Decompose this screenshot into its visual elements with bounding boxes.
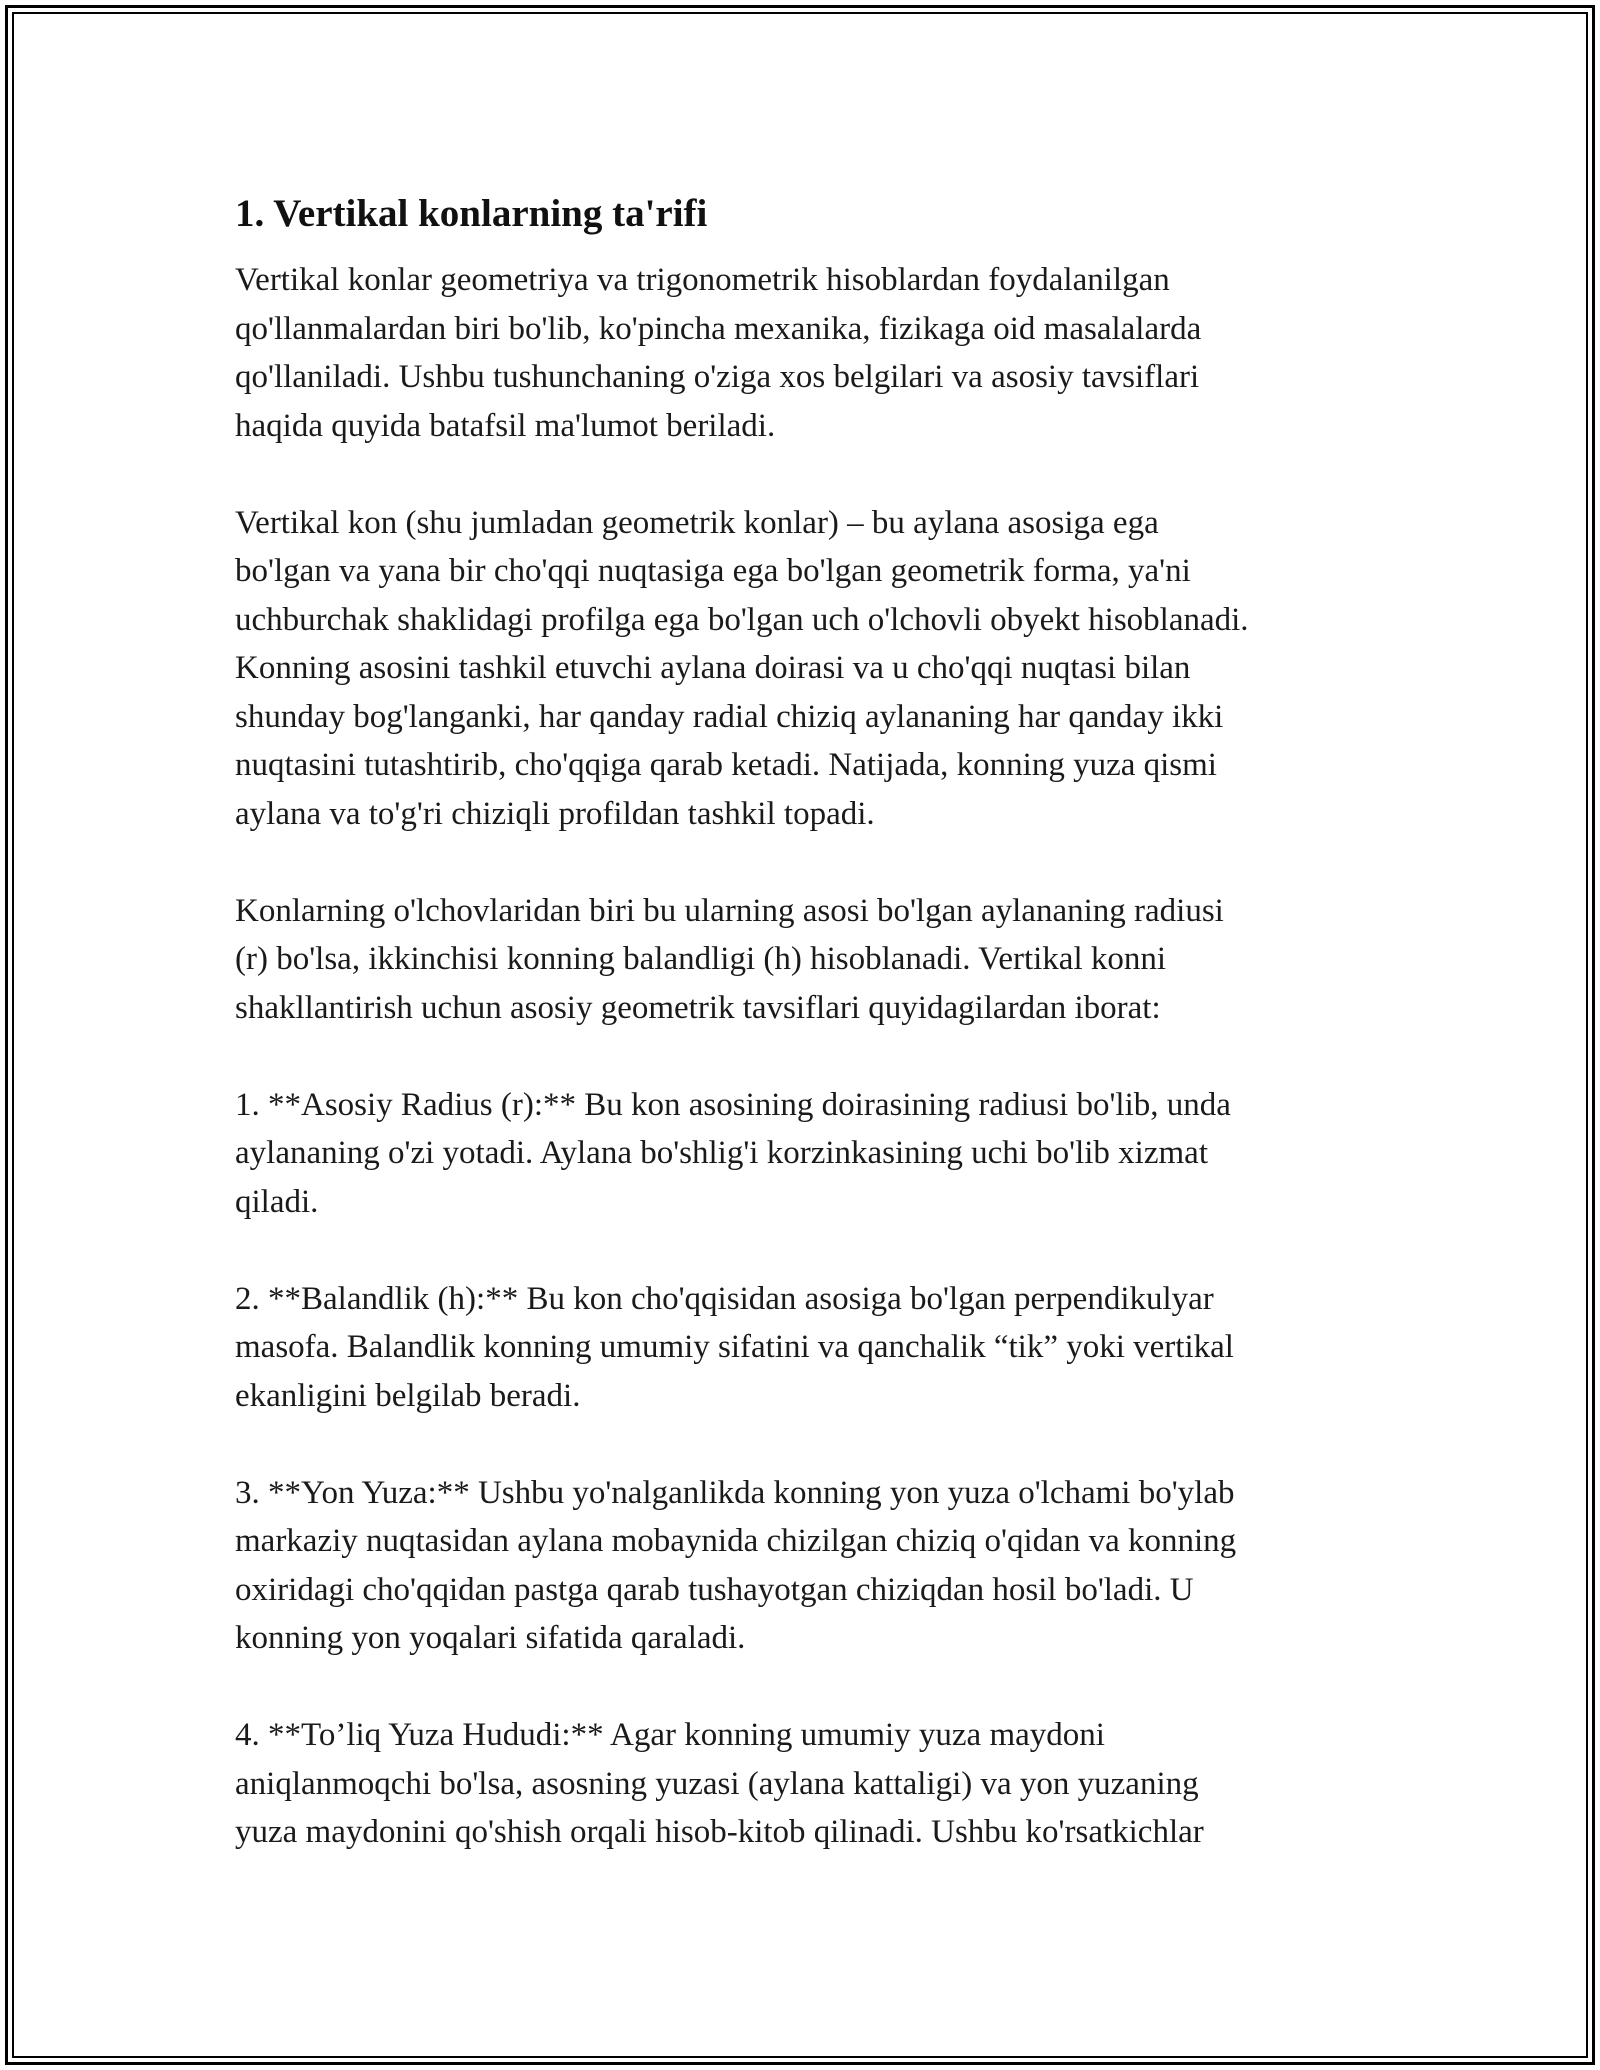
document-body	[235, 186, 1405, 1905]
list-item-height: 2. **Balandlik (h):** Bu kon cho'qqisidan asosiga bo'lgan perpendikulyar masofa. Balandlik konning umumiy sifatini va qanchalik “tik” yoki vertikal ekanligini belgilab beradi.	[235, 1280, 1234, 1414]
page-title: 1. Vertikal konlarning ta'rifi	[235, 192, 708, 235]
list-item-lateral-surface: 3. **Yon Yuza:** Ushbu yo'nalganlikda konning yon yuza o'lchami bo'ylab markaziy nuqtasidan aylana mobaynida chizilgan chiziq o'qidan va konning oxiridagi cho'qqidan pastga qarab tushayotgan chiziqdan hosil bo'ladi. U konning yon yoqalari sifatida qaraladi.	[235, 1474, 1237, 1656]
list-item-radius: 1. **Asosiy Radius (r):** Bu kon asosining doirasining radiusi bo'lib, unda aylananing o'zi yotadi. Aylana bo'shlig'i korzinkasining uchi bo'lib xizmat qiladi.	[235, 1086, 1231, 1220]
paragraph-dimensions: Konlarning o'lchovlaridan biri bu ularning asosi bo'lgan aylananing radiusi (r) bo'lsa, ikkinchisi konning balandligi (h) hisoblanadi. Vertikal konni shakllantirish uchun asosiy geometrik tavsiflari quyidagilardan iborat:	[235, 892, 1224, 1026]
paragraph-definition: Vertikal kon (shu jumladan geometrik konlar) – bu aylana asosiga ega bo'lgan va yana bir cho'qqi nuqtasiga ega bo'lgan geometrik forma, ya'ni uchburchak shaklidagi profilga ega bo'lgan uch o'lchovli obyekt hisoblanadi. Konning asosini tashkil etuvchi aylana doirasi va u cho'qqi nuqtasi bilan shunday bog'langanki, har qanday radial chiziq aylananing har qanday ikki nuqtasini tutashtirib, cho'qqiga qarab ketadi. Natijada, konning yuza qismi aylana va to'g'ri chiziqli profildan tashkil topadi.	[235, 504, 1249, 832]
paragraph-intro: Vertikal konlar geometriya va trigonometrik hisoblardan foydalanilgan qo'llanmalardan biri bo'lib, ko'pincha mexanika, fizikaga oid masalalarda qo'llaniladi. Ushbu tushunchaning o'ziga xos belgilari va asosiy tavsiflari haqida quyida batafsil ma'lumot beriladi.	[235, 262, 1202, 444]
list-item-total-surface: 4. **To’liq Yuza Hududi:** Agar konning umumiy yuza maydoni aniqlanmoqchi bo'lsa, asosning yuzasi (aylana kattaligi) va yon yuzaning yuza maydonini qo'shish orqali hisob-kitob qilinadi. Ushbu ko'rsatkichlar	[235, 1717, 1204, 1850]
